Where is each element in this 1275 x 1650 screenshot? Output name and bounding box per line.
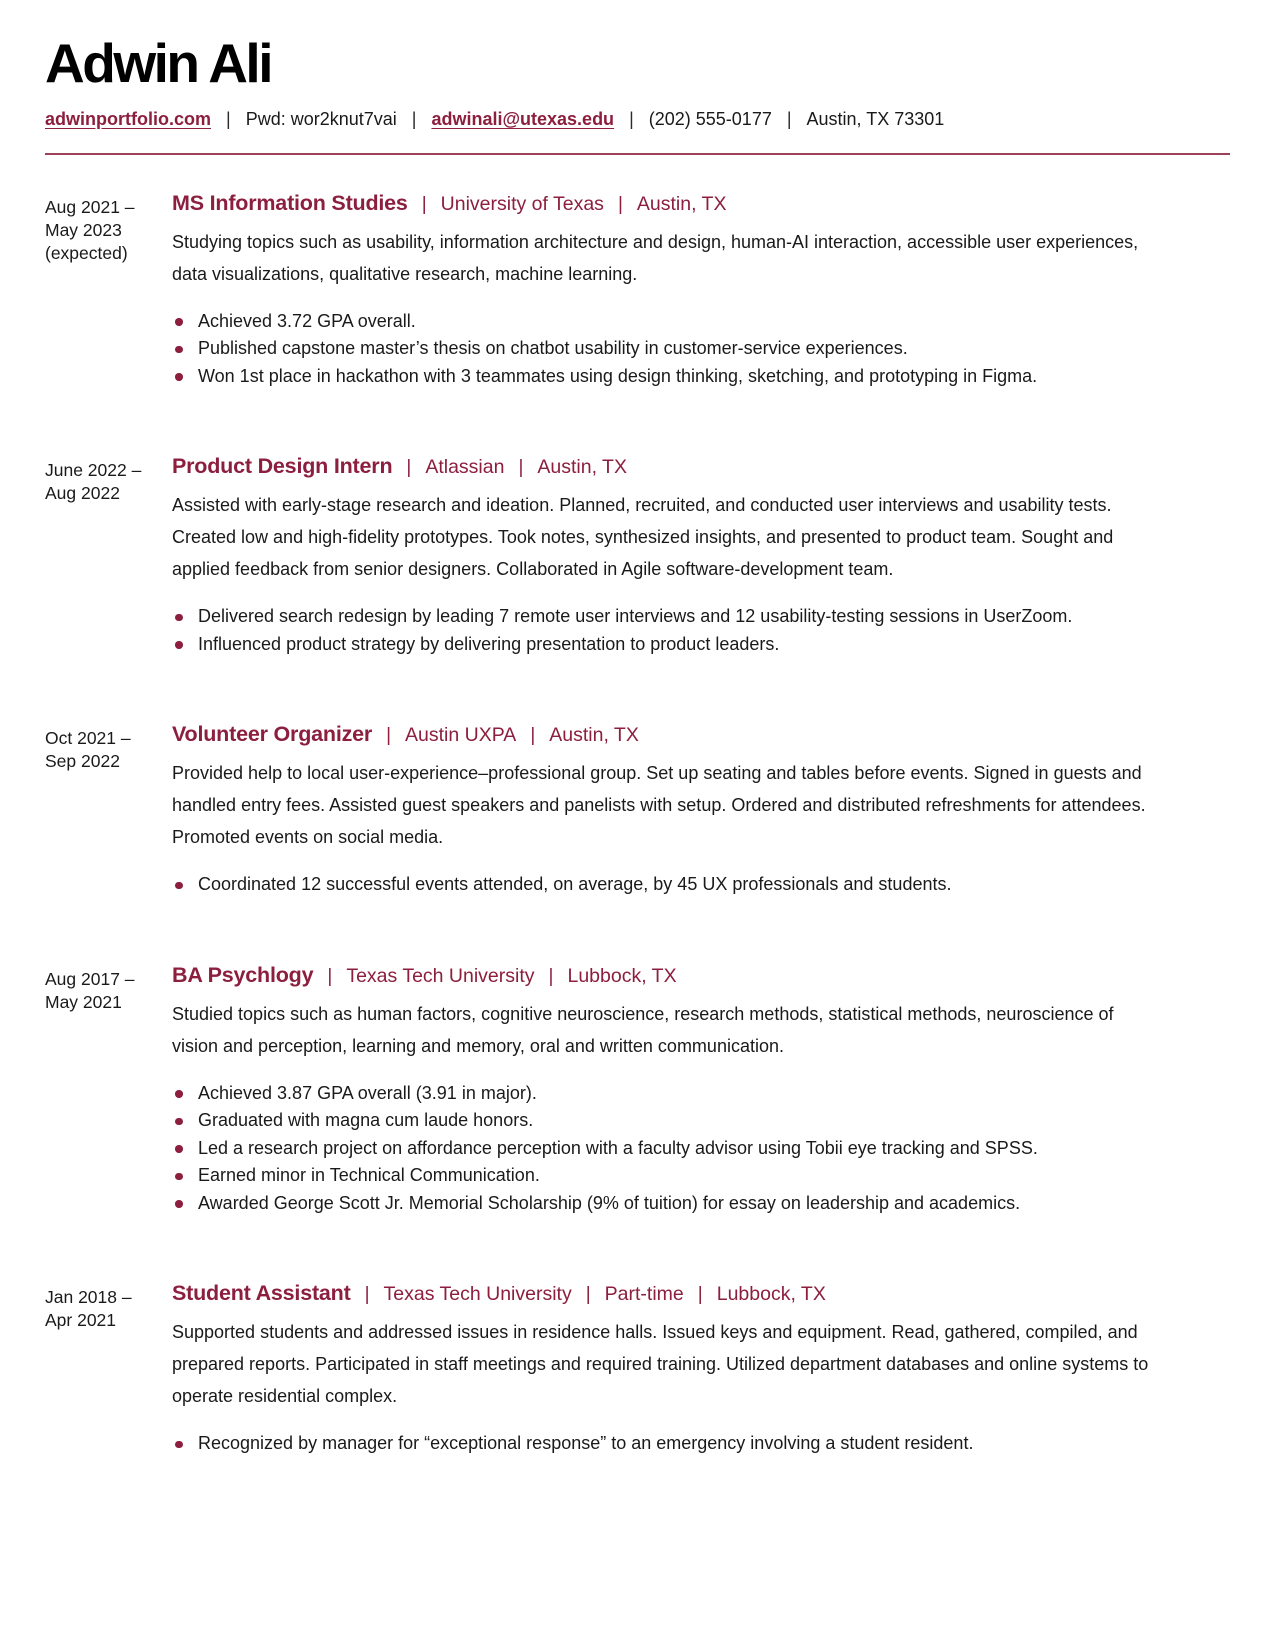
date-line: Apr 2021 xyxy=(45,1310,117,1331)
date-range xyxy=(45,722,172,899)
section-description: Studying topics such as usability, information architecture and design, human-AI interaction, accessible user experiences, data visualizations, qualitative research, machine learning. xyxy=(172,231,1139,284)
resume-header xyxy=(45,32,1230,155)
heading-separator: | xyxy=(406,457,412,479)
date-range xyxy=(45,454,172,658)
section-content xyxy=(172,963,1230,1218)
heading-separator: | xyxy=(548,965,554,987)
contact-separator: | xyxy=(226,109,231,129)
person-name: Adwin Ali xyxy=(45,32,271,94)
resume-section xyxy=(45,191,1230,391)
contact-link[interactable]: adwinportfolio.com xyxy=(45,109,211,129)
bullet-list xyxy=(172,871,1230,899)
bullet-item: Won 1st place in hackathon with 3 teammates using design thinking, sketching, and prototyping in Figma. xyxy=(172,363,1230,391)
heading-separator: | xyxy=(327,965,333,987)
bullet-item: Earned minor in Technical Communication. xyxy=(172,1162,1230,1190)
heading-separator: | xyxy=(697,1284,703,1306)
section-description: Assisted with early-stage research and ideation. Planned, recruited, and conducted user interviews and usability tests. Created low and high-fidelity prototypes. Took notes, synthesized insights, and presented to product team. Sought and applied feedback from senior designers. Collaborated in Agile software-development team. xyxy=(172,495,1114,580)
date-line: Aug 2021 – xyxy=(45,196,135,217)
date-line: Oct 2021 – xyxy=(45,728,131,749)
header-divider xyxy=(45,153,1230,155)
heading-separator: | xyxy=(386,725,392,747)
bullet-item: Awarded George Scott Jr. Memorial Scholarship (9% of tuition) for essay on leadership and academics. xyxy=(172,1190,1230,1218)
contact-separator: | xyxy=(786,109,792,129)
contact-link[interactable]: adwinali@utexas.edu xyxy=(431,109,615,129)
contact-text: (202) 555-0177 xyxy=(648,109,772,129)
date-line: Sep 2022 xyxy=(45,751,120,772)
bullet-list xyxy=(172,603,1230,658)
section-meta: Texas Tech University xyxy=(383,1283,572,1306)
bullet-item: Graduated with magna cum laude honors. xyxy=(172,1107,1230,1135)
section-title: BA Psychlogy xyxy=(172,962,314,987)
section-title: Volunteer Organizer xyxy=(172,722,373,747)
date-line: Aug 2017 – xyxy=(45,968,135,989)
date-line: May 2023 xyxy=(45,219,122,240)
section-description: Studied topics such as human factors, cognitive neuroscience, research methods, statistical methods, neuroscience of vision and perception, learning and memory, oral and written communication. xyxy=(172,1003,1114,1056)
date-range xyxy=(45,191,172,391)
resume-sections xyxy=(45,191,1230,1458)
section-meta: Austin UXPA xyxy=(405,724,517,747)
bullet-item: Led a research project on affordance perception with a faculty advisor using Tobii eye tracking and SPSS. xyxy=(172,1135,1230,1163)
section-content xyxy=(172,454,1230,658)
date-line: June 2022 – xyxy=(45,460,142,481)
section-heading xyxy=(172,722,1230,747)
contact-row xyxy=(45,109,1230,131)
section-heading xyxy=(172,1281,1230,1306)
bullet-list xyxy=(172,1430,1230,1458)
section-description: Supported students and addressed issues in residence halls. Issued keys and equipment. Read, gathered, compiled, and prepared reports. Participated in staff meetings and required training. Utilized department databases and online systems to operate residential complex. xyxy=(172,1322,1149,1407)
bullet-item: Influenced product strategy by delivering presentation to product leaders. xyxy=(172,631,1230,659)
date-line: Aug 2022 xyxy=(45,483,120,504)
date-line: (expected) xyxy=(45,242,128,263)
bullet-list xyxy=(172,1080,1230,1218)
section-meta: Part-time xyxy=(604,1283,684,1306)
bullet-item: Achieved 3.87 GPA overall (3.91 in major). xyxy=(172,1080,1230,1108)
section-heading xyxy=(172,963,1230,988)
date-range xyxy=(45,1281,172,1458)
bullet-item: Achieved 3.72 GPA overall. xyxy=(172,308,1230,336)
date-line: May 2021 xyxy=(45,991,122,1012)
section-title: Student Assistant xyxy=(172,1281,351,1306)
bullet-item: Recognized by manager for “exceptional response” to an emergency involving a student resident. xyxy=(172,1430,1230,1458)
section-heading xyxy=(172,191,1230,216)
heading-separator: | xyxy=(421,193,427,215)
contact-separator: | xyxy=(411,109,417,129)
section-meta: Austin, TX xyxy=(636,192,727,215)
date-range xyxy=(45,963,172,1218)
resume-section xyxy=(45,454,1230,658)
contact-text: Pwd: wor2knut7vai xyxy=(245,109,397,129)
contact-separator: | xyxy=(629,109,634,129)
section-content xyxy=(172,1281,1230,1458)
resume-section xyxy=(45,722,1230,899)
bullet-list xyxy=(172,308,1230,391)
bullet-item: Published capstone master’s thesis on chatbot usability in customer-service experiences. xyxy=(172,335,1230,363)
section-meta: Austin, TX xyxy=(537,456,627,479)
section-heading xyxy=(172,454,1230,479)
resume-section xyxy=(45,963,1230,1218)
section-title: MS Information Studies xyxy=(172,190,408,215)
heading-separator: | xyxy=(617,193,623,215)
section-meta: Texas Tech University xyxy=(346,964,535,987)
section-meta: Lubbock, TX xyxy=(716,1283,826,1306)
resume-section xyxy=(45,1281,1230,1458)
section-content xyxy=(172,191,1230,391)
heading-separator: | xyxy=(585,1284,591,1306)
section-meta: Austin, TX xyxy=(549,724,639,747)
heading-separator: | xyxy=(518,457,524,479)
heading-separator: | xyxy=(530,725,536,747)
bullet-item: Coordinated 12 successful events attended, on average, by 45 UX professionals and students. xyxy=(172,871,1230,899)
section-title: Product Design Intern xyxy=(172,454,393,479)
bullet-item: Delivered search redesign by leading 7 remote user interviews and 12 usability-testing sessions in UserZoom. xyxy=(172,603,1230,631)
date-line: Jan 2018 – xyxy=(45,1287,132,1308)
section-meta: Atlassian xyxy=(425,456,505,479)
section-meta: University of Texas xyxy=(440,192,604,215)
section-meta: Lubbock, TX xyxy=(567,964,677,987)
contact-text: Austin, TX 73301 xyxy=(806,109,945,129)
heading-separator: | xyxy=(364,1284,370,1306)
section-description: Provided help to local user-experience–professional group. Set up seating and tables before events. Signed in guests and handled entry fees. Assisted guest speakers and panelists with setup. Ordered and distributed refreshments for attendees. Promoted events on social media. xyxy=(172,763,1146,848)
section-content xyxy=(172,722,1230,899)
